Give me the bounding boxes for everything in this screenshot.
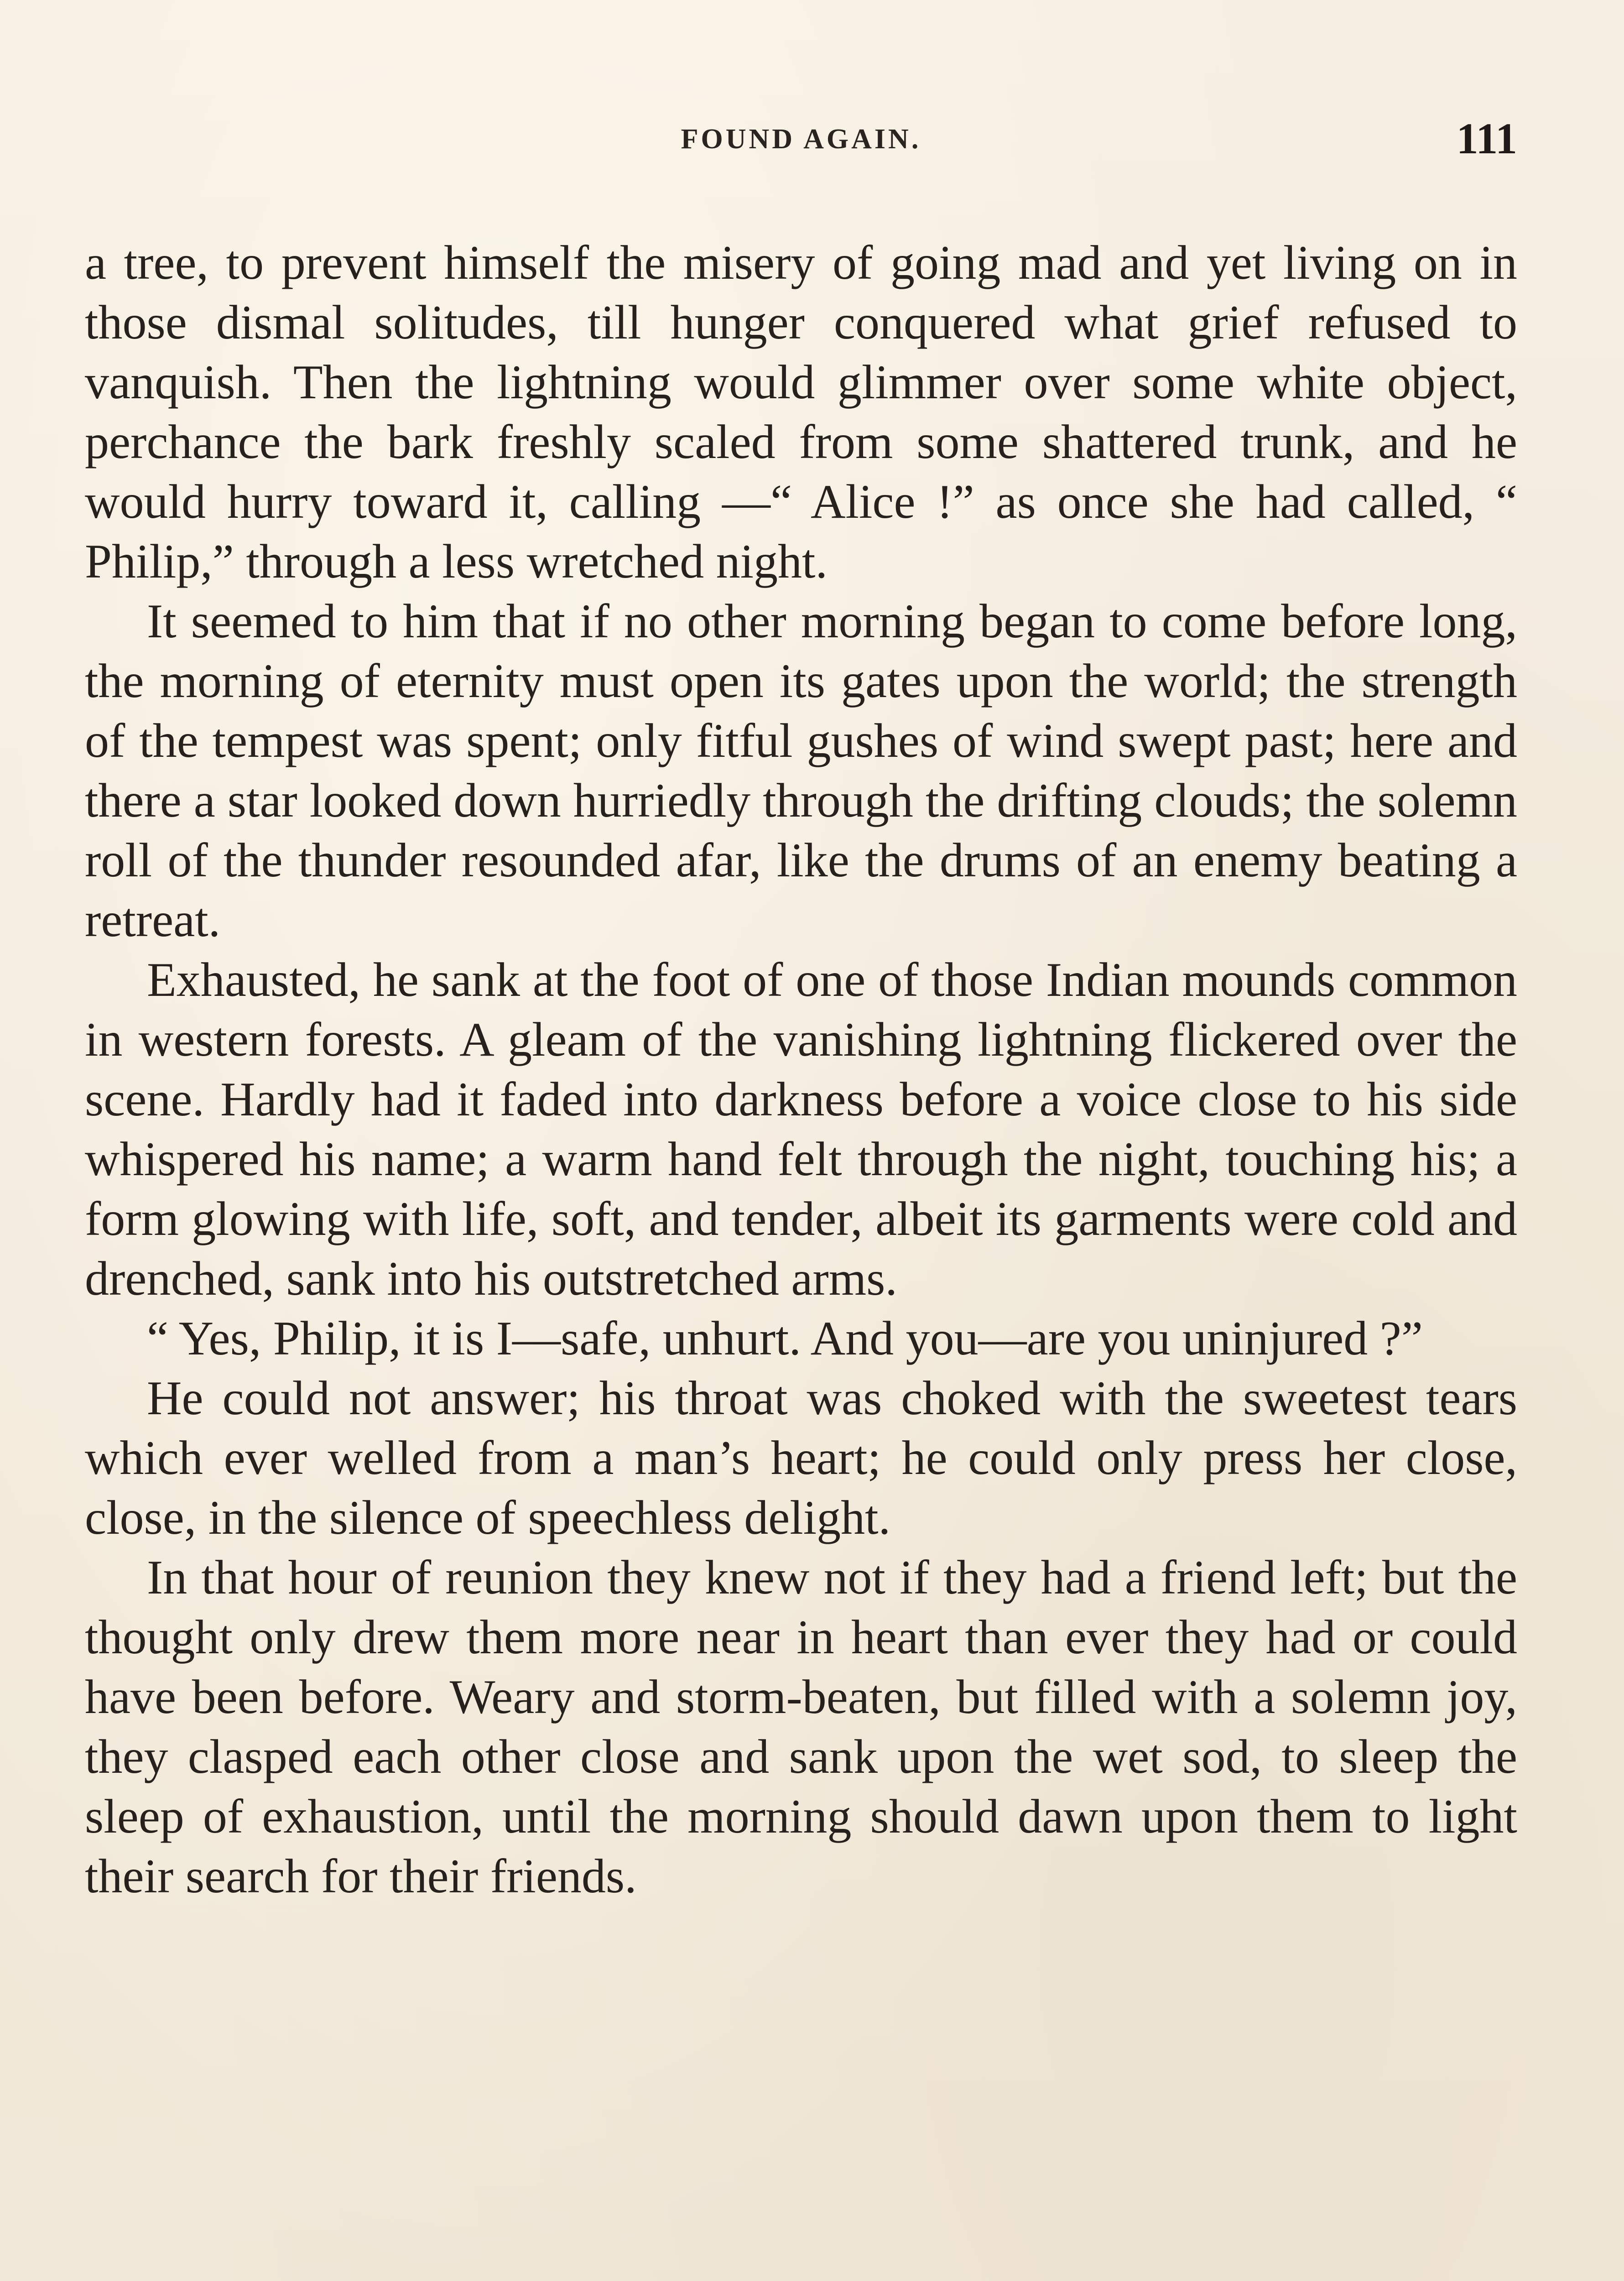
body-text [85,233,1517,1906]
page-number: 111 [1456,114,1517,163]
paragraph-continuation: a tree, to prevent himself the misery of going mad and yet living on in those dismal solitudes, till hunger conquered what grief refused to vanquish. Then the lightning would glimmer over some white object, perchance the bark freshly scaled from some shattered trunk, and he would hurry toward it, calling —“ Alice !” as once she had called, “ Philip,” through a less wretched night. [85,236,1517,588]
running-head: FOUND AGAIN. [681,124,921,155]
paragraph-exhausted: Exhausted, he sank at the foot of one of those Indian mounds common in western forests. A gleam of the vanishing lightning flickered over the scene. Hardly had it faded into darkness before a voice close to his side whispered his name; a warm hand felt through the night, touching his; a form glowing with life, soft, and tender, albeit its garments were cold and drenched, sank into his outstretched arms. [85,953,1517,1305]
page-header [85,105,1517,173]
paragraph-reunion: In that hour of reunion they knew not if they had a friend left; but the thought only drew them more near in heart than ever they had or could have been before. Weary and storm-beaten, but filled with a solemn joy, they clasped each other close and sank upon the wet sod, to sleep the sleep of exhaustion, until the morning should dawn upon them to light their search for their friends. [85,1551,1517,1903]
paragraph-dialogue: “ Yes, Philip, it is I—safe, unhurt. And you—are you uninjured ?” [147,1312,1423,1365]
paragraph-morning: It seemed to him that if no other morning began to come before long, the morning of eternity must open its gates upon the world; the strength of the tempest was spent; only fitful gushes of wind swept past; here and there a star looked down hurriedly through the drifting clouds; the solemn roll of the thunder resounded afar, like the drums of an enemy beating a retreat. [85,594,1517,947]
paragraph-answer: He could not answer; his throat was choked with the sweetest tears which ever welled from a man’s heart; he could only press her close, close, in the silence of speechless delight. [85,1371,1517,1544]
